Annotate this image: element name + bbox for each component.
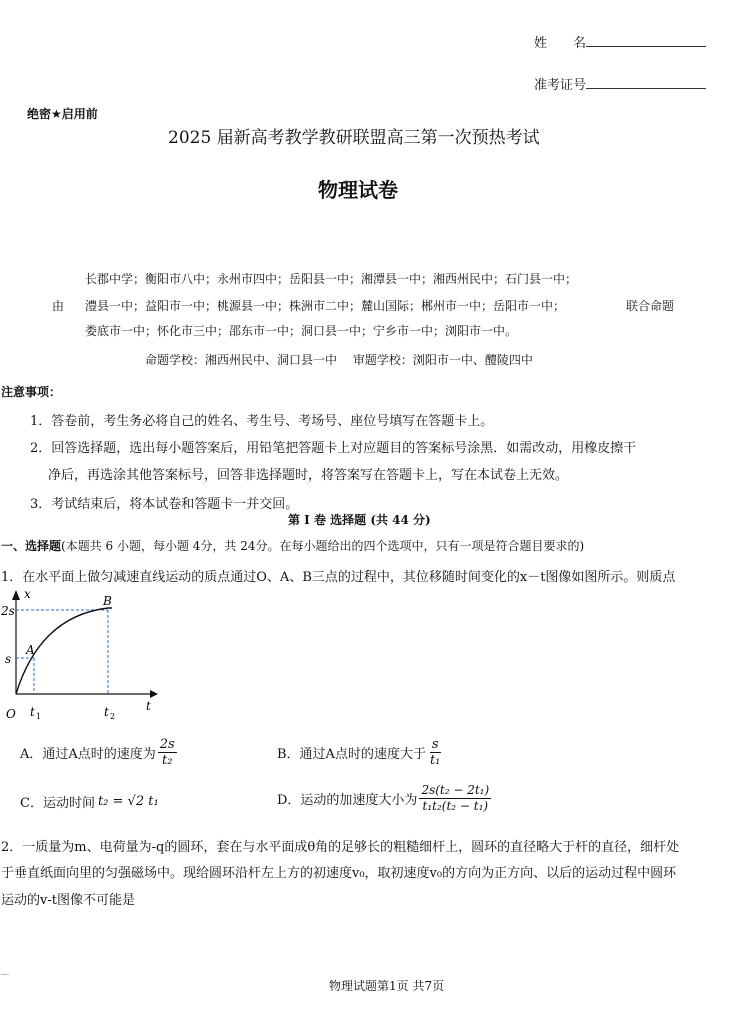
origin-label: O xyxy=(6,707,16,721)
x-tick-t2-sub: 2 xyxy=(110,712,116,721)
id-label: 准考证号 xyxy=(534,78,587,93)
schools-line-3: 娄底市一中；怀化市三中；邵东市一中；洞口县一中；宁乡市一中；浏阳市一中。 xyxy=(85,324,518,338)
schools-line-2: 澧县一中；益阳市一中；桃源县一中；株洲市二中；麓山国际；郴州市一中；岳阳市一中； xyxy=(85,299,566,313)
q1-xt-graph xyxy=(0,586,160,726)
confidential-mark: 绝密★启用前 xyxy=(27,107,98,121)
page-footer: 物理试题第1页 共7页 xyxy=(329,979,445,993)
schools-suffix: 联合命题 xyxy=(626,299,675,313)
subject-title: 物理试卷 xyxy=(318,178,398,202)
option-d-fraction xyxy=(419,783,491,814)
q2-line-1: 2．一质量为m、电荷量为-q的圆环，套在与水平面成θ角的足够长的粗糙细杆上，圆环的直径略大于杆的直径，细杆处 xyxy=(1,840,680,855)
y-tick-2s: 2s xyxy=(1,604,15,618)
notice-item-1: 1．答卷前，考生务必将自己的姓名、考生号、考场号、座位号填写在答题卡上。 xyxy=(30,414,494,429)
y-axis-arrow-icon xyxy=(12,590,20,600)
q1-option-b xyxy=(277,737,442,768)
x-axis-arrow-icon xyxy=(150,690,158,698)
x-axis-label: t xyxy=(146,699,151,713)
option-d-den: t₁t₂(t₂ − t₁) xyxy=(422,799,489,813)
x-tick-t1: t xyxy=(30,705,35,719)
corner-mark xyxy=(1,974,9,975)
part-title: 一、选择题 xyxy=(1,539,62,553)
proposing-schools: 命题学校：湘西州民中、洞口县一中 审题学校：浏阳市一中、醴陵四中 xyxy=(145,353,533,367)
id-blank xyxy=(586,76,706,89)
name-field xyxy=(534,32,706,51)
q1-option-d xyxy=(277,783,491,814)
id-field xyxy=(534,74,706,93)
part-desc: (本题共 6 小题，每小题 4分，共 24分。在每小题给出的四个选项中，只有一项是符合题目要求的) xyxy=(61,539,585,553)
option-d-text: D．运动的加速度大小为 xyxy=(277,793,418,808)
option-d-num: 2s(t₂ − 2t₁) xyxy=(421,783,490,797)
part-heading xyxy=(1,537,584,554)
x-tick-t2: t xyxy=(104,705,109,719)
q2-line-3: 运动的v-t图像不可能是 xyxy=(1,893,135,908)
notice-item-3: 3．考试结束后，将本试卷和答题卡一并交回。 xyxy=(30,497,299,512)
schools-line-1: 长郡中学；衡阳市八中；永州市四中；岳阳县一中；湘潭县一中；湘西州民中；石门县一中； xyxy=(85,272,578,286)
option-c-formula: t₂ = √2 t₁ xyxy=(97,794,159,809)
notice-item-2: 2．回答选择题，选出每小题答案后，用铅笔把答题卡上对应题目的答案标号涂黑．如需改动，用橡皮擦干 xyxy=(30,441,637,456)
y-tick-s: s xyxy=(5,652,12,666)
option-a-text: A．通过A点时的速度为 xyxy=(20,747,156,762)
name-label: 姓 名 xyxy=(534,36,587,51)
option-b-text: B．通过A点时的速度大于 xyxy=(277,747,426,762)
name-blank xyxy=(586,34,706,47)
x-tick-t1-sub: 1 xyxy=(36,712,42,721)
option-b-num: s xyxy=(431,737,439,752)
y-axis-label: x xyxy=(24,587,31,601)
notice-item-2-cont: 净后，再选涂其他答案标号，回答非选择题时，将答案写在答题卡上，写在本试卷上无效。 xyxy=(48,468,569,483)
exam-title: 2025 届新高考教学教研联盟高三第一次预热考试 xyxy=(168,128,540,148)
option-b-den: t₁ xyxy=(429,753,441,768)
option-a-num: 2s xyxy=(159,737,175,752)
option-b-fraction xyxy=(428,737,442,768)
q1-option-a xyxy=(20,737,177,768)
q2-line-2: 于垂直纸面向里的匀强磁场中。现给圆环沿杆左上方的初速度v₀，取初速度v₀的方向为正方向、以后的运动过程中圆环 xyxy=(1,866,677,881)
point-a-label: A xyxy=(26,643,35,657)
q1-stem: 1．在水平面上做匀减速直线运动的质点通过O、A、B三点的过程中，其位移随时间变化的x－t图像如图所示。则质点 xyxy=(1,570,676,585)
point-b-label: B xyxy=(103,594,112,608)
option-a-den: t₂ xyxy=(162,753,173,768)
schools-prefix: 由 xyxy=(52,299,65,313)
notice-title: 注意事项： xyxy=(1,385,62,399)
q1-option-c xyxy=(20,792,159,811)
option-c-text: C．运动时间 xyxy=(20,796,95,811)
option-a-fraction xyxy=(158,737,177,768)
volume-title: 第 I 卷 选择题 (共 44 分) xyxy=(288,513,431,527)
